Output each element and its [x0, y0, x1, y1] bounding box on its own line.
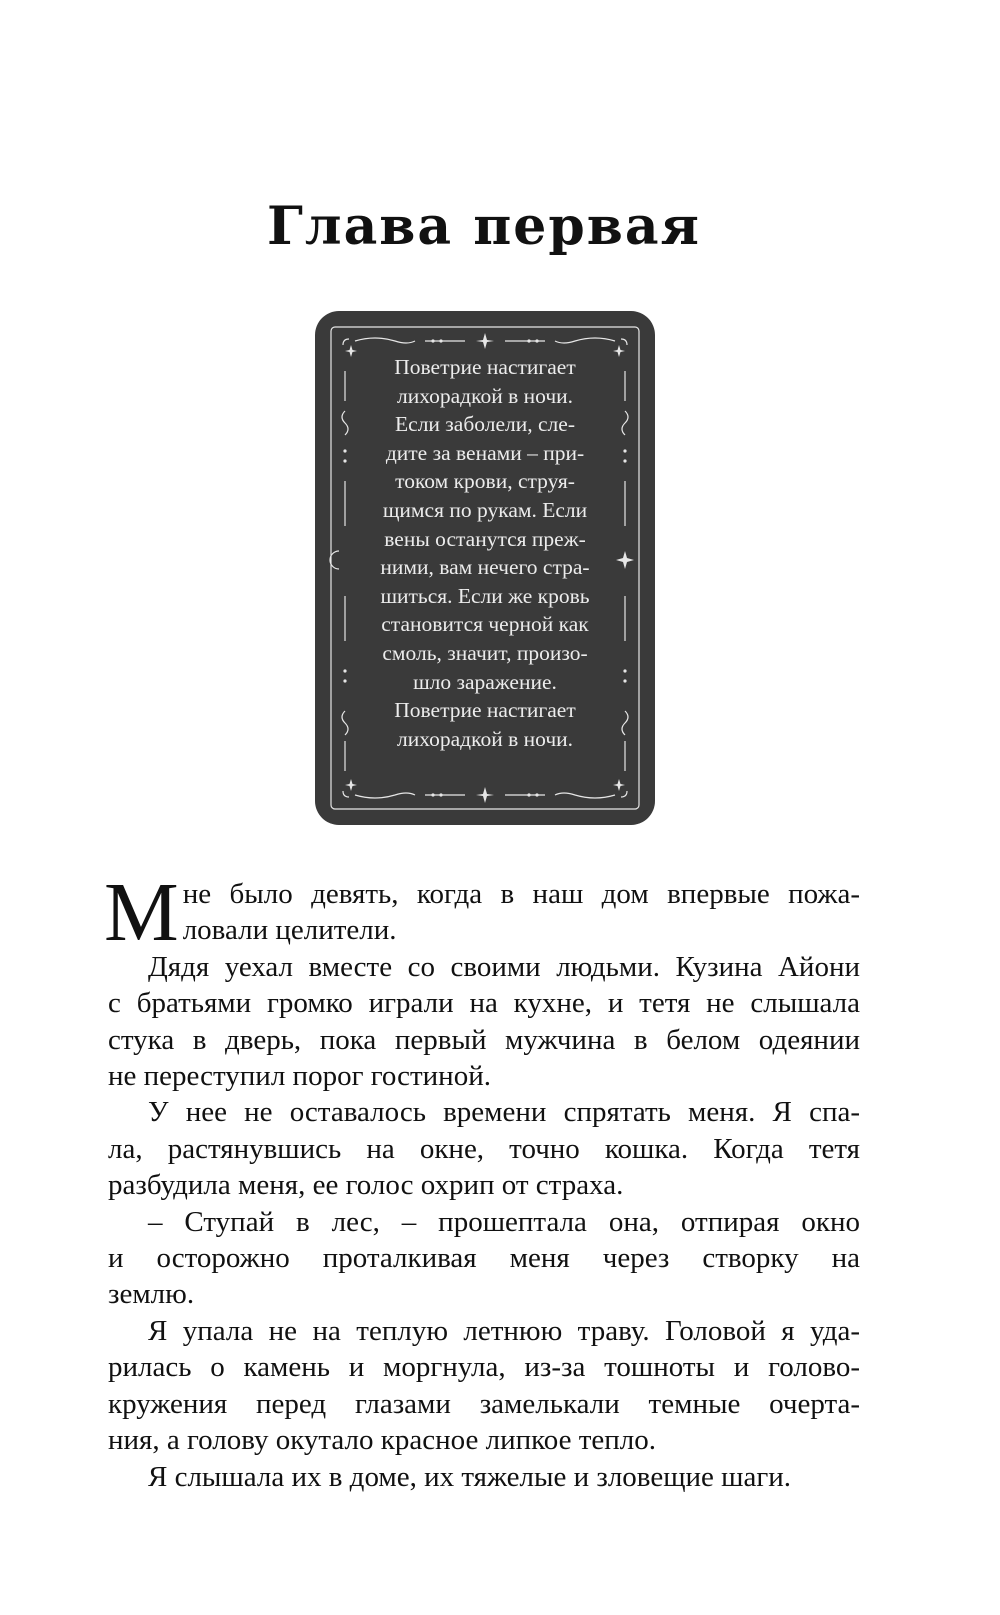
epigraph-line: током крови, струя- — [395, 469, 575, 494]
text-line: стука в дверь, пока первый мужчина в белом одеянии — [108, 1023, 860, 1056]
epigraph-line: смоль, значит, произо- — [382, 640, 588, 665]
paragraph-2 — [108, 949, 860, 1095]
chapter-body — [104, 866, 860, 1495]
epigraph-line: дите за венами – при- — [385, 440, 585, 465]
drop-cap: М — [104, 866, 179, 959]
epigraph-line: ними, вам нечего стра- — [380, 555, 590, 580]
epigraph-card — [315, 311, 655, 825]
epigraph-line: Если заболели, сле- — [395, 412, 575, 437]
epigraph-line: шиться. Если же кровь — [380, 583, 590, 608]
paragraph-5 — [108, 1313, 860, 1459]
text-line: Дядя уехал вместе со своими людьми. Кузина Айони — [148, 950, 860, 983]
text-line: У нее не оставалось времени спрятать меня. Я спа- — [148, 1096, 860, 1129]
chapter-title: Глава первая — [267, 196, 701, 257]
epigraph-line: шло заражение. — [413, 669, 557, 694]
text-line: и осторожно проталкивая меня через створку на — [108, 1242, 860, 1275]
text-line: Я слышала их в доме, их тяжелые и зловещие шаги. — [148, 1460, 792, 1493]
paragraph-3 — [108, 1094, 860, 1203]
text-line: рилась о камень и моргнула, из-за тошноты и голово- — [108, 1351, 860, 1384]
epigraph-line: Поветрие настигает — [394, 698, 576, 723]
epigraph-line: становится черной как — [381, 612, 589, 637]
epigraph-line: лихорадкой в ночи. — [396, 383, 574, 408]
text-line: ловали целители. — [182, 914, 397, 947]
paragraph-6 — [108, 1459, 860, 1495]
text-line: не переступил порог гостиной. — [108, 1060, 491, 1093]
epigraph-line: лихорадкой в ночи. — [396, 726, 574, 751]
text-line: – Ступай в лес, – прошептала она, отпирая окно — [148, 1205, 860, 1238]
epigraph-line: Поветрие настигает — [394, 355, 576, 379]
epigraph-line: щимся по рукам. Если — [382, 497, 588, 522]
text-line: землю. — [108, 1278, 195, 1311]
epigraph-text — [353, 353, 617, 753]
text-line: ния, а голову окутало красное липкое тепло. — [108, 1424, 656, 1457]
paragraph-1 — [104, 866, 860, 959]
text-line: разбудила меня, ее голос охрип от страха. — [108, 1169, 624, 1202]
text-line: ла, растянувшись на окне, точно кошка. Когда тетя — [108, 1132, 860, 1165]
text-line: не было девять, когда в наш дом впервые пожа- — [182, 878, 860, 910]
text-line: кружения перед глазами замелькали темные очерта- — [108, 1387, 860, 1420]
epigraph-line: вены останутся преж- — [384, 526, 586, 551]
text-line: Я упала не на теплую летнюю траву. Головой я уда- — [148, 1314, 860, 1347]
paragraph-4 — [108, 1204, 860, 1313]
text-line: с братьями громко играли на кухне, и тетя не слышала — [108, 987, 860, 1020]
